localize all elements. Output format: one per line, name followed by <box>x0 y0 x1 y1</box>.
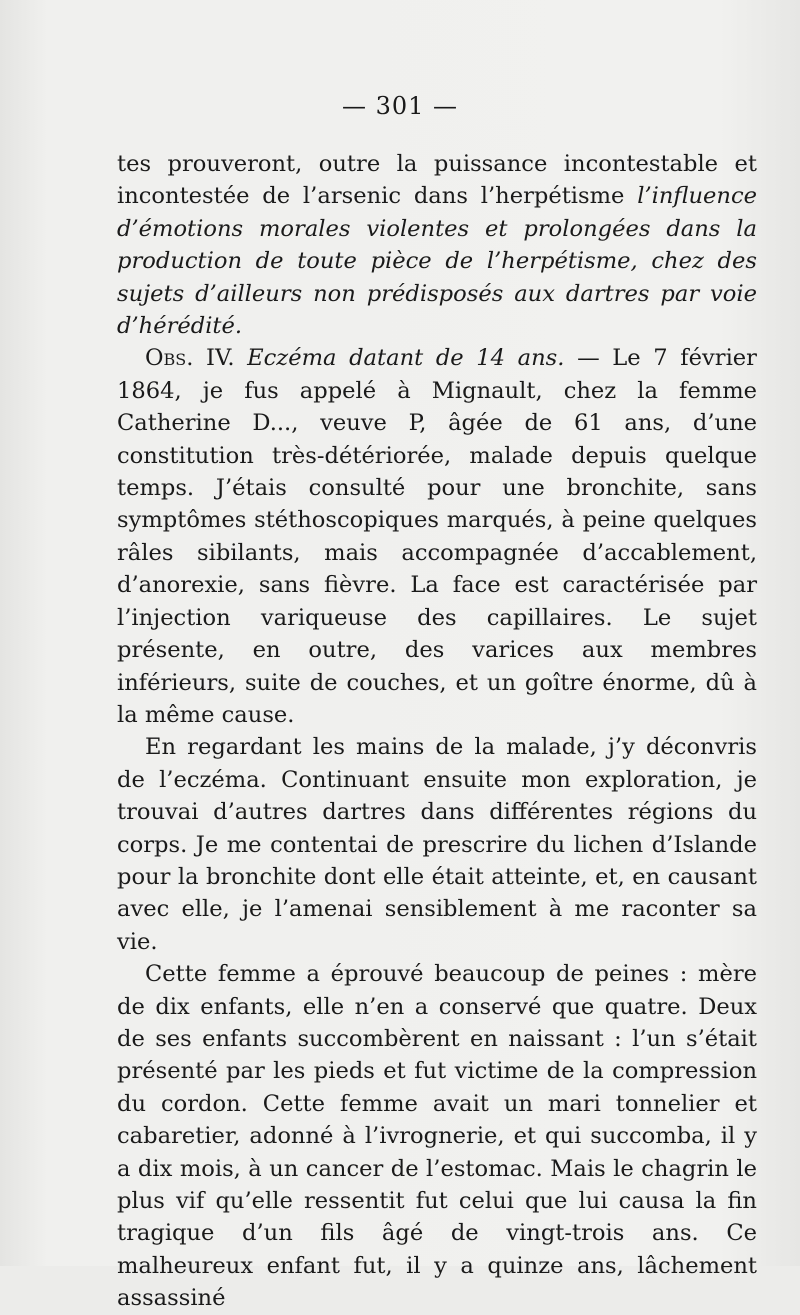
paragraph-3 <box>117 731 757 958</box>
paragraph-text: En regardant les mains de la malade, j’y déconvris de l’eczéma. Continuant ensuite mon exploration, je trouvai d’autres dartres dans différentes régions du corps. Je me contentai de prescrire du lichen d’Islande pour la bronchite dont elle était atteinte, et, en causant avec elle, je l’amenai sensiblement à me raconter sa vie. <box>117 734 757 955</box>
paragraph-italic-text: l’influence d’émotions morales violentes et prolongées dans la production de toute pièce de l’herpétisme, chez des sujets d’ailleurs non prédisposés aux dartres par voie d’hérédité. <box>117 183 757 340</box>
space <box>235 345 248 371</box>
page-body <box>117 148 757 1315</box>
paragraph-4 <box>117 958 757 1314</box>
paragraph-text: — Le 7 février 1864, je fus appelé à Mignault, chez la femme Catherine D..., veuve P, âgée de 61 ans, d’une constitution très-détériorée, malade depuis quelque temps. J’étais consulté pour une bronchite, sans symptômes stéthoscopiques marqués, à peine quelques râles sibilants, mais accompagnée d’accablement, d’anorexie, sans fièvre. La face est caractérisée par l’injection variqueuse des capillaires. Le sujet présente, en outre, des varices aux membres inférieurs, suite de couches, et un goître énorme, dû à la même cause. <box>117 345 757 728</box>
paragraph-2 <box>117 342 757 731</box>
paragraph-1 <box>117 148 757 342</box>
paragraph-text: Cette femme a éprouvé beaucoup de peines : mère de dix enfants, elle n’en a conservé que quatre. Deux de ses enfants succombèrent en naissant : l’un s’était présenté par les pieds et fut victime de la compression du cordon. Cette femme avait un mari tonnelier et cabaretier, adonné à l’ivrognerie, et qui succomba, il y a dix mois, à un cancer de l’estomac. Mais le chagrin le plus vif qu’elle ressentit fut celui que lui causa la fin tragique d’un fils âgé de vingt-trois ans. Ce malheureux enfant fut, il y a quinze ans, lâchement assassiné <box>117 961 757 1312</box>
paragraph-text: tes prouveront, outre la puissance incontestable et incontestée de l’arsenic dans l’herpétisme <box>117 151 757 210</box>
page-number: — 301 — <box>341 92 459 120</box>
observation-label: Obs. IV. <box>145 345 235 372</box>
observation-title: Eczéma datant de 14 ans. <box>247 345 565 372</box>
